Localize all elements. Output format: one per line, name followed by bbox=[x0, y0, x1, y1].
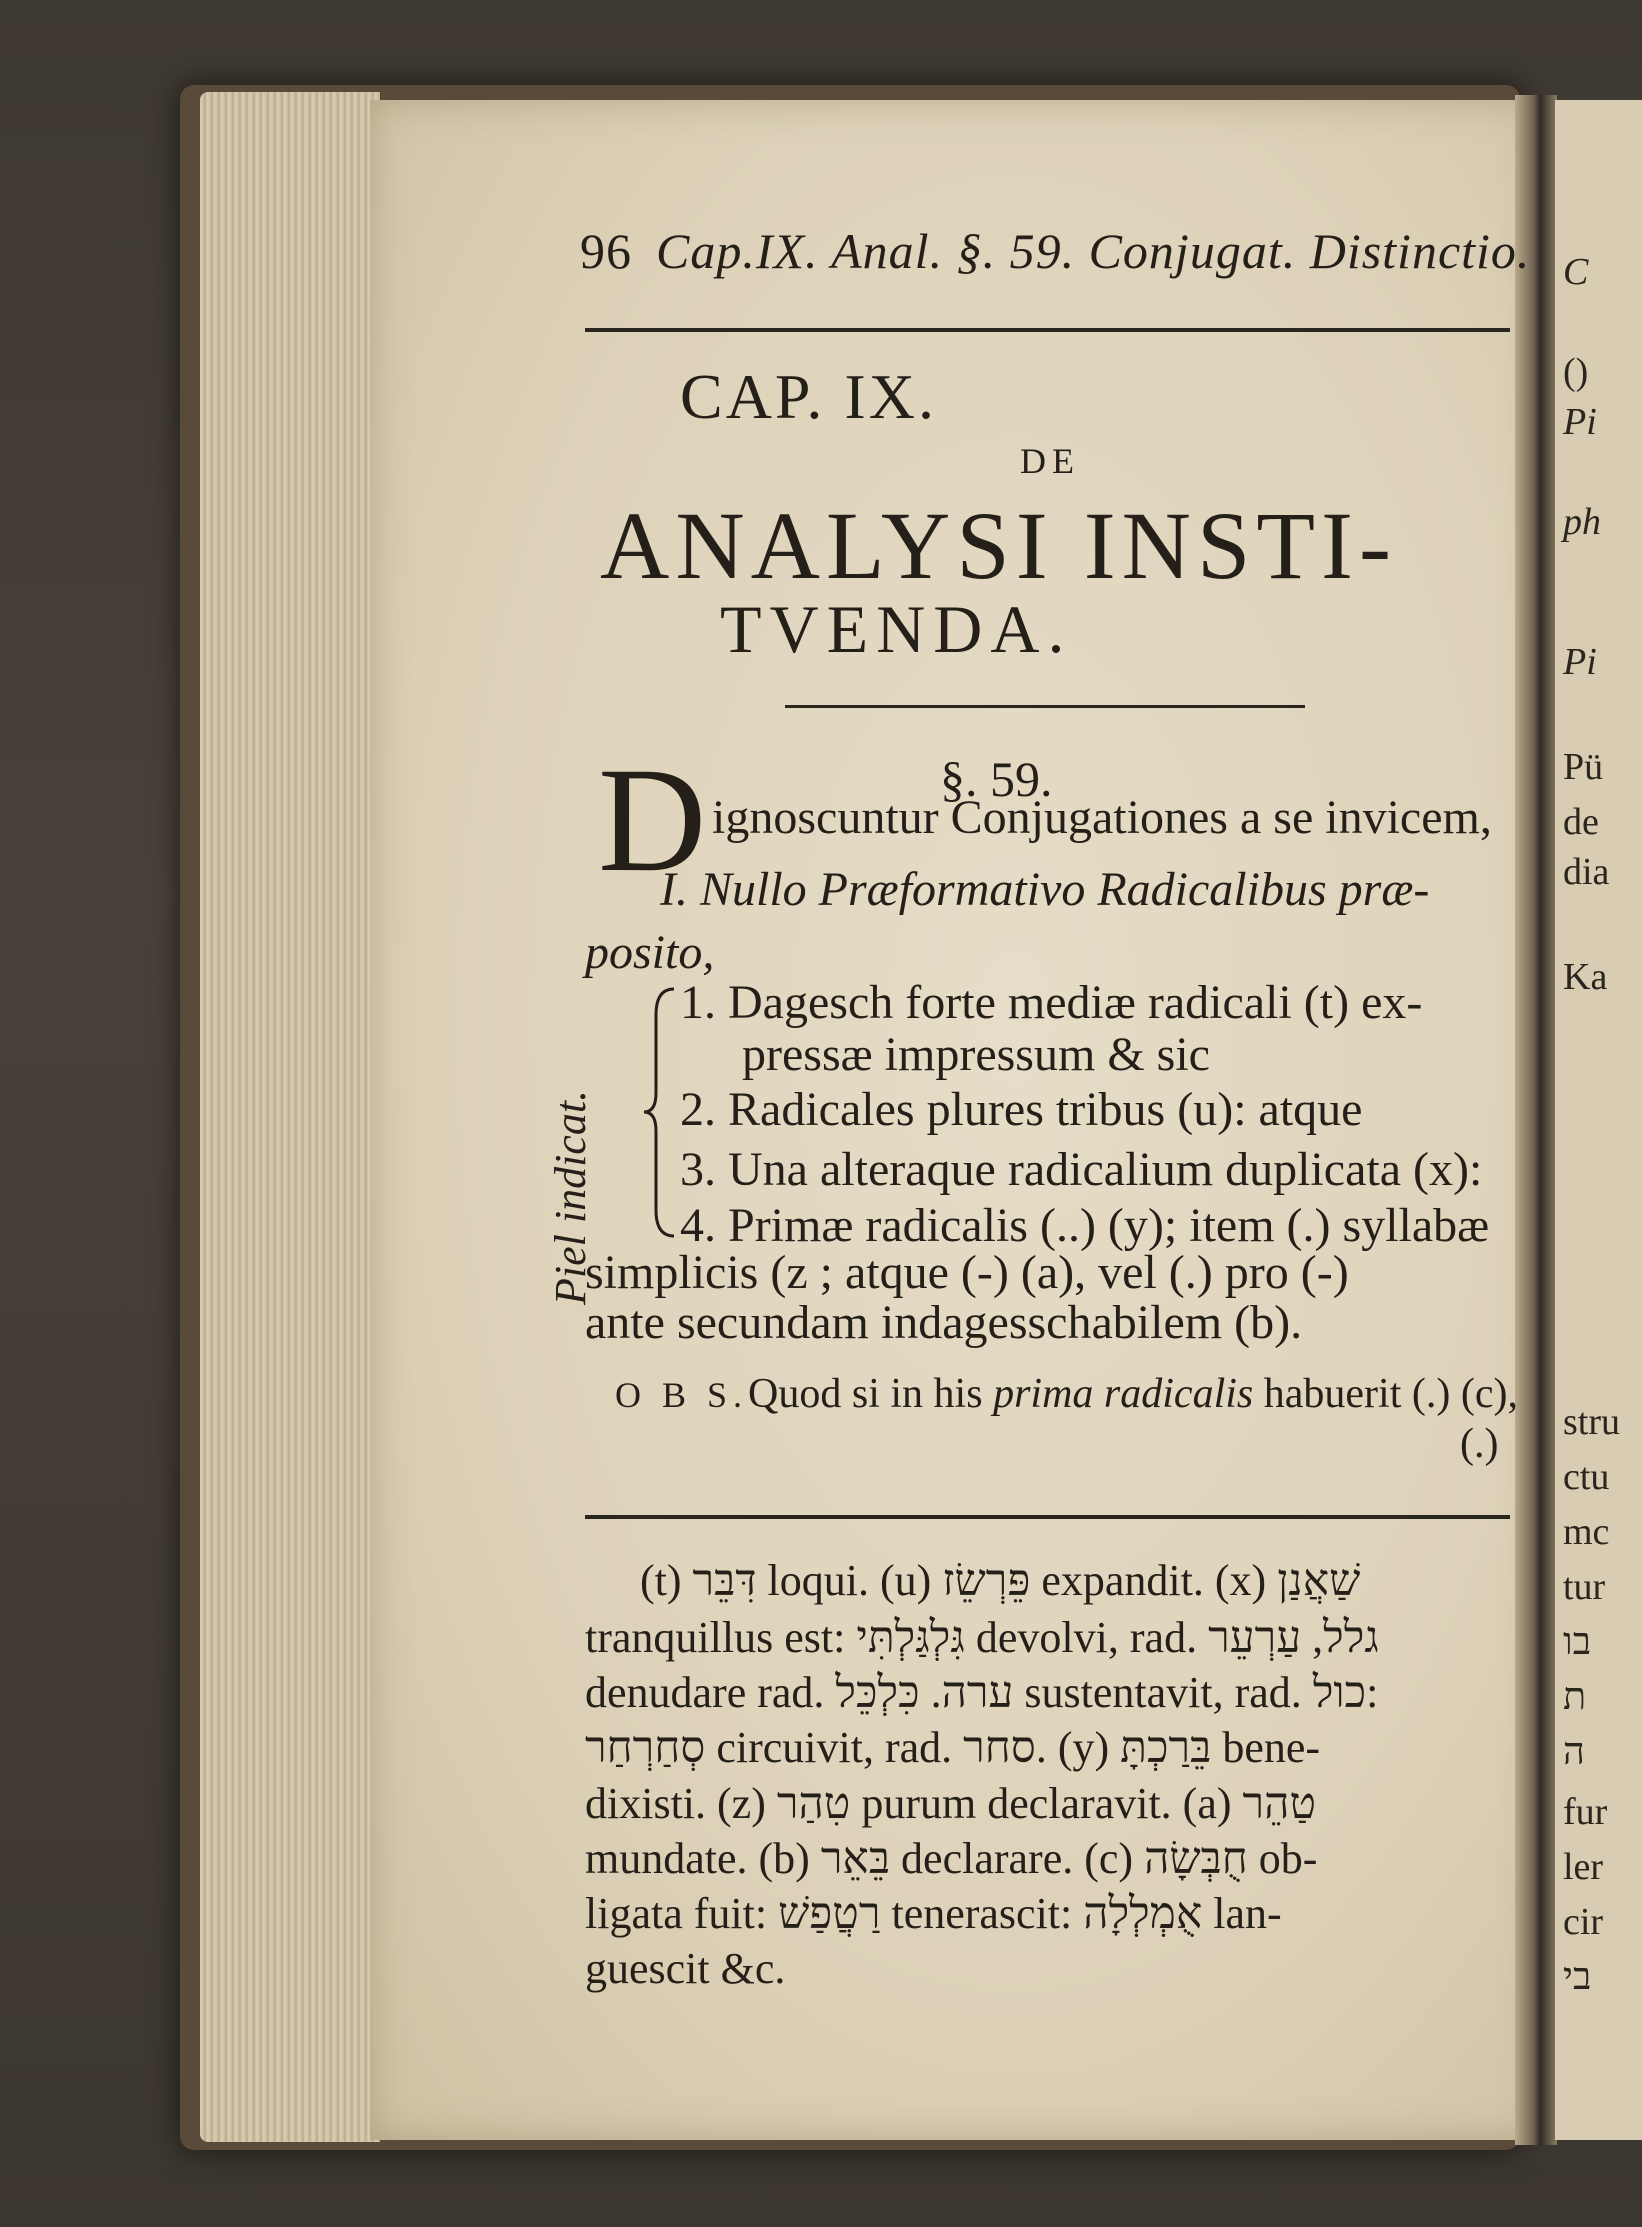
next-page-fragment: mc bbox=[1563, 1511, 1610, 1553]
next-page-fragment: de bbox=[1563, 801, 1599, 843]
footnote-line: tranquillus est: גִּלְגַּלְתִּי devolvi, rad. גלל, עַרְעֵר bbox=[585, 1613, 1379, 1662]
footnote-line: dixisti. (z) טִהַר purum declaravit. (a) טַהֵר bbox=[585, 1779, 1317, 1828]
body-line: simplicis (z ; atque (-) (a), vel (.) pro (-) bbox=[585, 1246, 1349, 1299]
observation-text-end: habuerit (.) (c), bbox=[1253, 1371, 1518, 1417]
observation-text: Quod si in his bbox=[748, 1371, 994, 1417]
list-item: 4. Primæ radicalis (..) (y); item (.) syllabæ bbox=[680, 1199, 1490, 1252]
footnote-line: denudare rad. ערה. כִּלְכֵּל sustentavit, rad. כול: bbox=[585, 1668, 1379, 1717]
footnote-line: סְחַרְחַר circuivit, rad. סחר. (y) בֵּרַכְתָּ bene- bbox=[585, 1723, 1321, 1772]
book-gutter bbox=[1515, 95, 1557, 2145]
next-page-fragment: ph bbox=[1563, 501, 1601, 543]
chapter-title-line2: TVENDA. bbox=[720, 591, 1073, 667]
footnote-rule bbox=[585, 1515, 1510, 1519]
next-page-fragment: ת bbox=[1563, 1676, 1587, 1718]
next-page-fragment: cir bbox=[1563, 1901, 1604, 1943]
body-line: posito, bbox=[585, 926, 715, 979]
footnote-line: ligata fuit: רַטֲפַשׁ tenerascit: אֻמְלְלָה lan- bbox=[585, 1889, 1282, 1938]
section-number: §. 59. bbox=[940, 751, 1053, 807]
observation-line2: (.) bbox=[1460, 1421, 1499, 1467]
next-page-fragment: ה bbox=[1563, 1731, 1585, 1773]
chapter-de: DE bbox=[1020, 441, 1080, 481]
next-page-fragment: Ka bbox=[1563, 956, 1608, 998]
next-page-fragment: C bbox=[1563, 251, 1589, 293]
page-number: 96 bbox=[580, 223, 632, 279]
next-page-fragment: ler bbox=[1563, 1846, 1604, 1888]
body-line: I. Nullo Præformativo Radicalibus præ- bbox=[660, 863, 1430, 916]
title-rule bbox=[785, 705, 1305, 708]
next-page-fragment: Pi bbox=[1563, 641, 1597, 683]
body-line: ante secundam indagesschabilem (b). bbox=[585, 1296, 1303, 1349]
footnote-line: (t) דִּבֵּר loqui. (u) פֵּרְשֵׂז expandit. (x) שַׁאֲנַן bbox=[640, 1556, 1361, 1605]
next-page-fragment: ctu bbox=[1563, 1456, 1610, 1498]
list-item: 1. Dagesch forte mediæ radicali (t) ex- bbox=[680, 976, 1423, 1029]
next-page-fragment: Pü bbox=[1563, 746, 1604, 788]
right-page-fragment bbox=[1555, 100, 1642, 2140]
next-page-fragment: stru bbox=[1563, 1401, 1620, 1443]
header-rule bbox=[585, 328, 1510, 332]
chapter-title-line1: ANALYSI INSTI- bbox=[600, 492, 1397, 599]
body-line: ignoscuntur Conjugationes a se invicem, bbox=[712, 791, 1492, 844]
next-page-fragment: Pi bbox=[1563, 401, 1597, 443]
brace-label: Piel indicat. bbox=[546, 1089, 595, 1305]
observation-label: O B S. bbox=[615, 1375, 749, 1415]
running-head bbox=[580, 222, 1530, 280]
list-item: 2. Radicales plures tribus (u): atque bbox=[680, 1083, 1363, 1136]
next-page-fragment: () bbox=[1563, 351, 1589, 393]
chapter-number: CAP. IX. bbox=[680, 361, 937, 432]
drop-cap: D bbox=[598, 737, 707, 903]
observation-italic: prima radicalis bbox=[993, 1371, 1254, 1417]
curly-brace bbox=[640, 985, 680, 1240]
running-head-text: Cap.IX. Anal. §. 59. Conjugat. Distinctio. bbox=[656, 223, 1531, 279]
page-edges bbox=[200, 92, 380, 2142]
next-page-fragment: בי bbox=[1563, 1956, 1592, 1998]
observation bbox=[615, 1370, 1518, 1418]
footnote-line: guescit &c. bbox=[585, 1944, 786, 1993]
next-page-fragment: בו bbox=[1563, 1621, 1592, 1663]
list-item-continued: pressæ impressum & sic bbox=[742, 1028, 1210, 1081]
list-item: 3. Una alteraque radicalium duplicata (x): bbox=[680, 1143, 1483, 1196]
next-page-fragment: tur bbox=[1563, 1566, 1606, 1608]
next-page-fragment: dia bbox=[1563, 851, 1610, 893]
footnote-line: mundate. (b) בֵּאֵר declarare. (c) חֻבְּשָׂה ob- bbox=[585, 1834, 1318, 1883]
next-page-fragment: fur bbox=[1563, 1791, 1608, 1833]
